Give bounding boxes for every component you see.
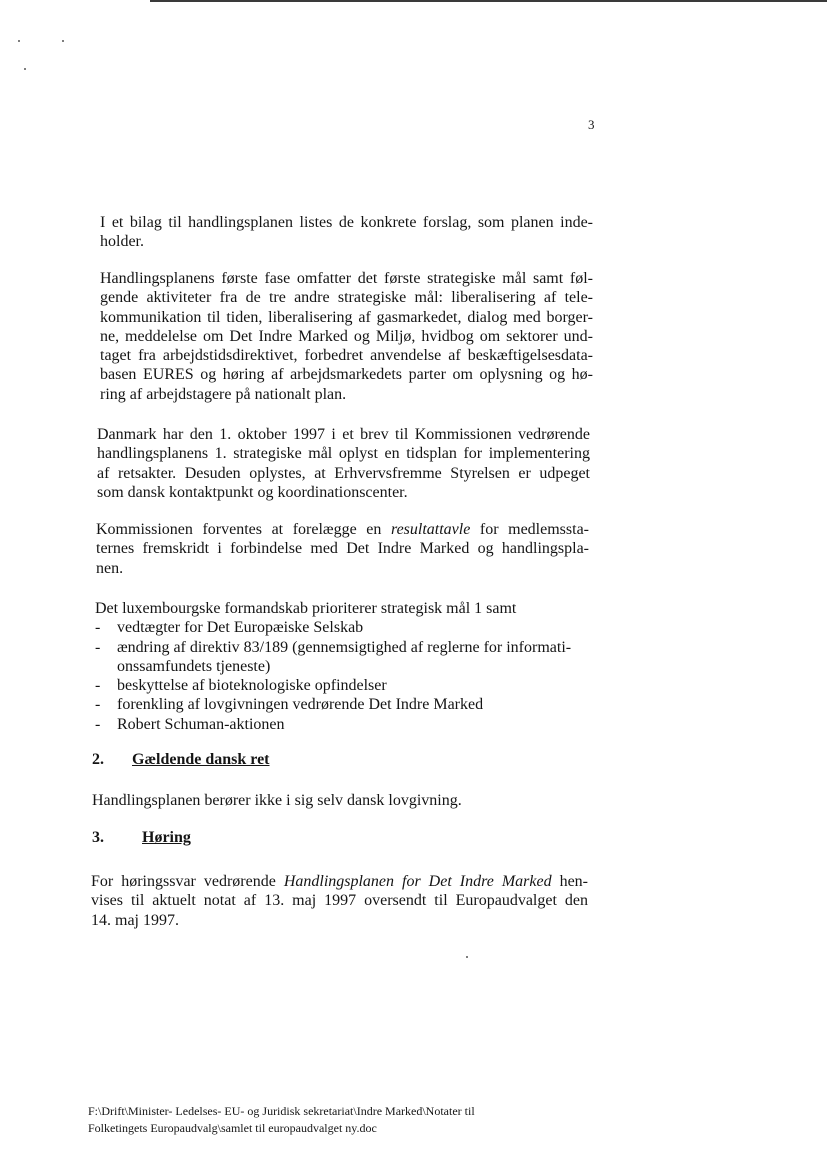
list-intro: Det luxembourgske formandskab prioriterer strategisk mål 1 samt [95,600,517,617]
text-line: handlingsplanens 1. strategiske mål oplyst en tidsplan for implementering [97,445,590,463]
file-path-footer [88,1103,648,1137]
scan-speck [466,956,468,958]
text-line: Handlingsplanens første fase omfatter det første strategiske mål samt føl- [100,270,593,287]
list-item-text: forenkling af lovgivningen vedrørende Det Indre Marked [117,696,484,714]
list-item [95,638,595,677]
section-heading-2 [92,751,270,769]
text-line: Danmark har den 1. oktober 1997 i et brev til Kommissionen vedrørende [97,426,590,443]
text-line: I et bilag til handlingsplanen listes de konkrete forslag, som planen inde- [100,214,593,231]
scoreboard-term: resultattavle [390,521,471,538]
text-run: for medlemssta- [470,521,590,538]
list-item [95,695,595,714]
section-3-body [91,872,588,930]
text-line [91,872,588,891]
text-line: ne, meddelelse om Det Indre Marked og Miljø, hvidbog om sektorer und- [100,327,593,345]
text-line: 14. maj 1997. [91,911,179,929]
text-line: nen. [96,559,124,577]
text-run: hen- [551,873,588,890]
paragraph-appendix [100,213,593,252]
list-item-text [117,638,595,677]
section-number: 2. [92,751,104,768]
paragraph-first-phase [100,269,593,404]
text-line: Handlingsplanen berører ikke i sig selv dansk lovgivning. [92,792,462,809]
section-2-body [92,791,612,810]
text-line: ternes fremskridt i forbindelse med Det Indre Marked og handlingspla- [96,540,589,558]
text-line: af retsakter. Desuden oplystes, at Erhvervsfremme Styrelsen er udpeget [97,464,590,482]
list-dash: - [95,619,101,637]
footer-line: F:\Drift\Minister- Ledelses- EU- og Juridisk sekretariat\Indre Marked\Notater til [88,1104,475,1118]
list-item-line: ændring af direktiv 83/189 (gennemsigtighed af reglerne for informati- [117,638,572,656]
scan-speck [62,40,64,42]
text-run: Kommissionen forventes at forelægge en [96,521,391,538]
top-edge-rule [150,0,827,2]
text-line: kommunikation til tiden, liberalisering af gasmarkedet, dialog med borger- [100,308,593,326]
scan-speck [18,40,20,42]
text-line: basen EURES og høring af arbejdsmarkedets parter om oplysning og hø- [100,366,593,384]
list-item [95,715,595,734]
text-line: gende aktiviteter fra de tre andre strategiske mål: liberalisering af tele- [100,289,593,307]
plan-title: Handlingsplanen for Det Indre Marked [283,873,552,890]
paragraph-denmark-letter [97,425,590,502]
list-item-line: onssamfundets tjeneste) [117,657,271,675]
text-line: holder. [100,233,144,251]
section-title: Gældende dansk ret [132,751,270,768]
text-line [96,520,589,539]
section-title: Høring [142,829,191,846]
list-dash: - [95,696,101,714]
list-item [95,676,595,695]
paragraph-scoreboard [96,520,589,578]
text-line: ring af arbejdstagere på nationalt plan. [100,385,347,403]
priority-list [95,599,595,734]
page-number: 3 [588,117,595,132]
text-run: For høringssvar vedrørende [91,873,284,890]
scan-speck [24,68,26,70]
list-dash: - [95,638,101,656]
list-dash: - [95,677,101,695]
section-heading-3 [92,829,191,847]
text-line: taget fra arbejdstidsdirektivet, forbedret anvendelse af beskæftigelsesdata- [100,347,593,365]
list-dash: - [95,715,101,733]
text-line: som dansk kontaktpunkt og koordinationscenter. [97,483,408,501]
list-item [95,618,595,637]
list-item-text: vedtægter for Det Europæiske Selskab [117,619,364,637]
list-item-text: Robert Schuman-aktionen [117,715,285,733]
section-number: 3. [92,829,104,846]
text-line: vises til aktuelt notat af 13. maj 1997 oversendt til Europaudvalget den [91,892,588,910]
footer-line: Folketingets Europaudvalg\samlet til europaudvalget ny.doc [88,1121,377,1135]
list-item-text: beskyttelse af bioteknologiske opfindelser [117,677,387,695]
